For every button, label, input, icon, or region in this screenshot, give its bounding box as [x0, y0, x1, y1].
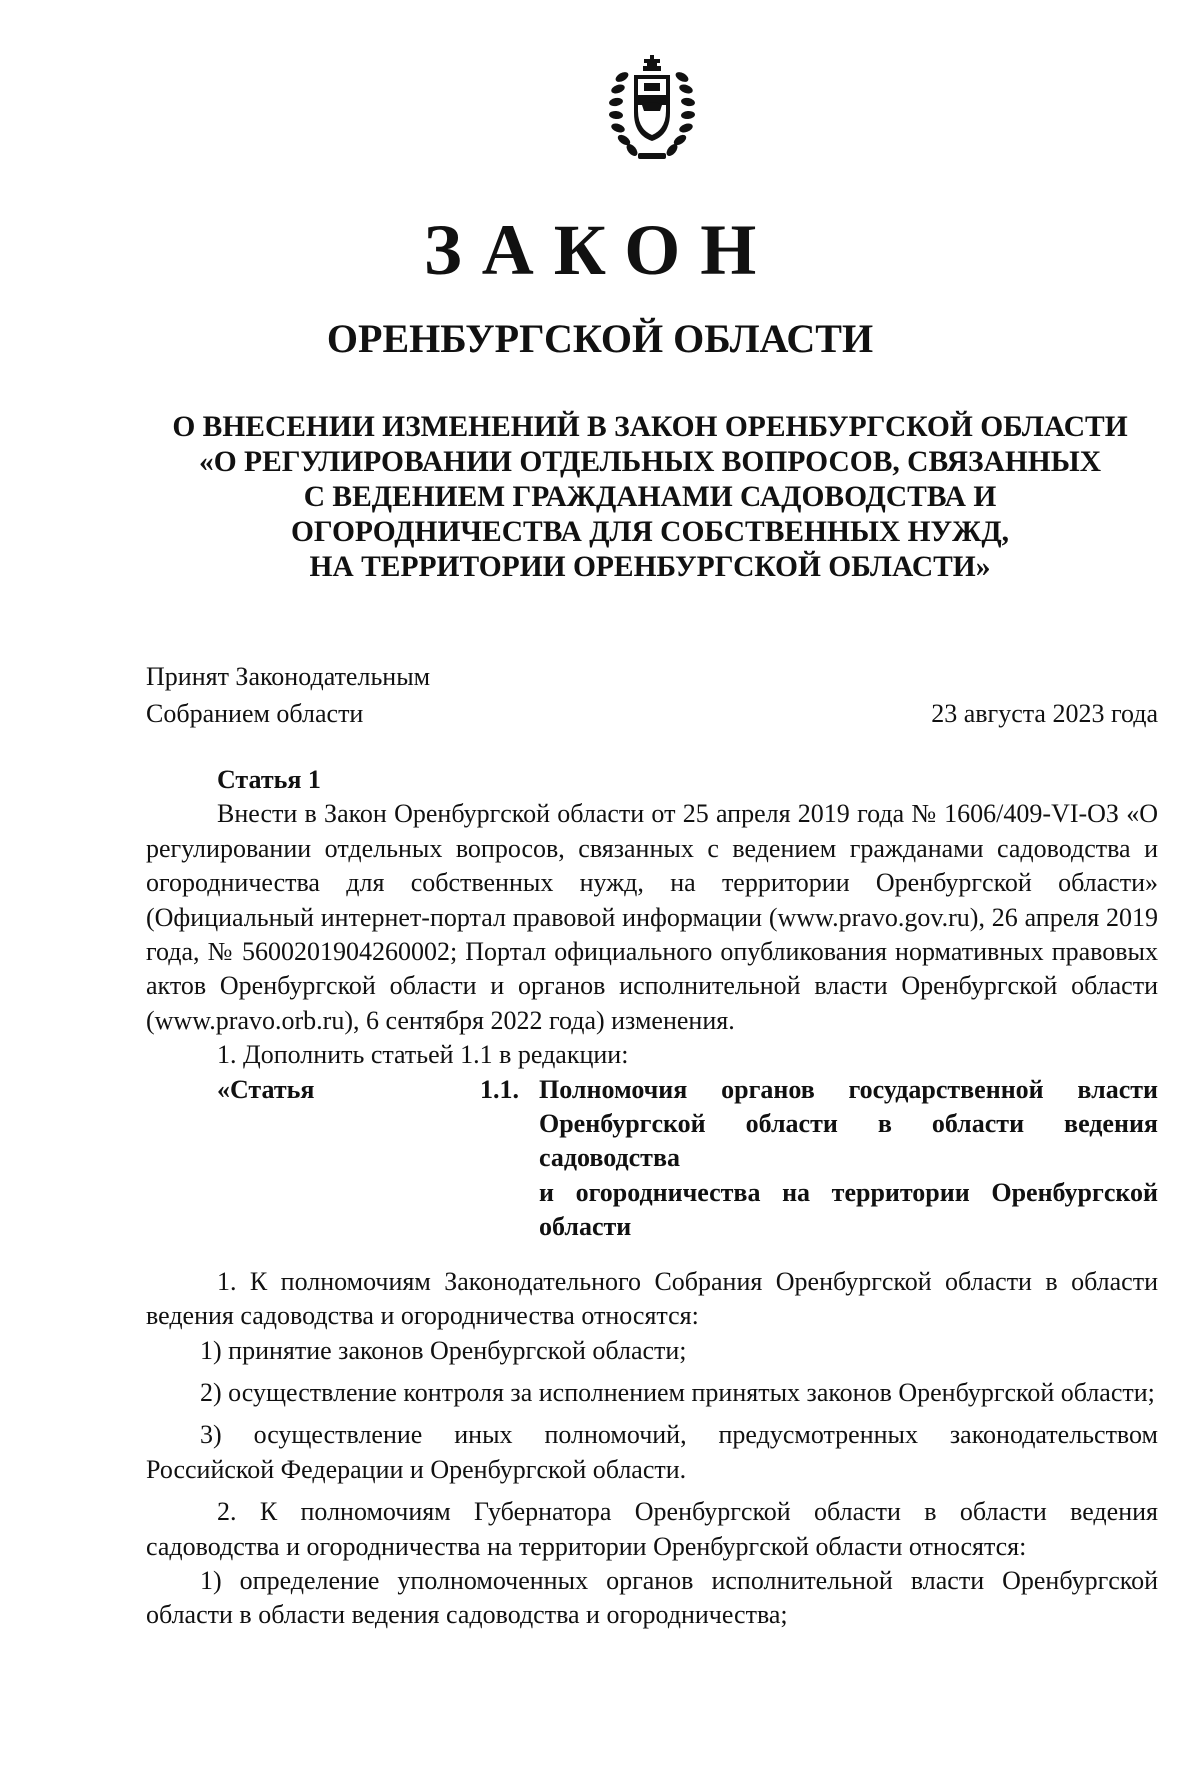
amendment-point: 1. Дополнить статьей 1.1 в редакции:: [217, 1040, 629, 1070]
bill-title-line: «О РЕГУЛИРОВАНИИ ОТДЕЛЬНЫХ ВОПРОСОВ, СВЯЗАННЫХ: [198, 446, 1102, 478]
inserted-article-title-line: Полномочия органов государственной власти: [539, 1074, 1158, 1104]
adoption-line: Собранием области: [146, 699, 364, 728]
inserted-article-label: [217, 1073, 539, 1107]
list-item: 1) определение уполномоченных органов исполнительной власти Оренбургской области в области ведения садоводства и огородничества;: [146, 1565, 1158, 1630]
adoption-line: Принят Законодательным: [146, 662, 431, 691]
bill-title-line: ОГОРОДНИЧЕСТВА ДЛЯ СОБСТВЕННЫХ НУЖД,: [290, 516, 1010, 548]
list-item: 1) принятие законов Оренбургской области;: [200, 1335, 687, 1365]
law-word: ЗАКОН: [423, 210, 777, 290]
inserted-article-heading: [217, 1073, 1158, 1245]
inserted-article-number: 1.1.: [480, 1074, 519, 1104]
inserted-article-title: [539, 1073, 1158, 1245]
inserted-article-title-line: области: [539, 1212, 632, 1242]
article-heading: Статья 1: [217, 765, 321, 794]
inserted-article-title-line: Оренбургской области в области ведения садоводства: [539, 1109, 1158, 1173]
list-item: 3) осуществление иных полномочий, предусмотренных законодательством Российской Федерации и Оренбургской области.: [146, 1420, 1158, 1484]
bill-title: [120, 410, 1180, 585]
inserted-article-word: «Статья: [217, 1074, 315, 1104]
list-item: 2) осуществление контроля за исполнением принятых законов Оренбургской области;: [200, 1377, 1155, 1407]
adoption-date: 23 августа 2023 года: [931, 699, 1158, 728]
coat-of-arms-emblem: [608, 55, 696, 161]
bill-title-line: О ВНЕСЕНИИ ИЗМЕНЕНИЙ В ЗАКОН ОРЕНБУРГСКОЙ ОБЛАСТИ: [172, 411, 1128, 443]
paragraph-1-intro: 1. К полномочиям Законодательного Собрания Оренбургской области в области ведения садоводства и огородничества относятся:: [146, 1266, 1158, 1331]
bill-title-line: С ВЕДЕНИЕМ ГРАЖДАНАМИ САДОВОДСТВА И: [303, 481, 997, 513]
adoption-note: [146, 658, 430, 732]
region-title: ОРЕНБУРГСКОЙ ОБЛАСТИ: [326, 316, 874, 361]
bill-title-line: НА ТЕРРИТОРИИ ОРЕНБУРГСКОЙ ОБЛАСТИ»: [309, 551, 991, 583]
inserted-article-title-line: и огородничества на территории Оренбургской: [539, 1177, 1158, 1207]
article-paragraph: Внести в Закон Оренбургской области от 25 апреля 2019 года № 1606/409-VI-ОЗ «О регулировании отдельных вопросов, связанных с ведением гражданами садоводства и огородничества для собственных нужд, на территории Оренбургской области» (Официальный интернет-портал правовой информации (www.pravo.gov.ru), 26 апреля 2019 года, № 5600201904260002; Портал официального опубликования нормативных правовых актов Оренбургской области и органов исполнительной власти Оренбургской области (www.pravo.orb.ru), 6 сентября 2022 года) изменения.: [146, 799, 1158, 1035]
document-body: [146, 763, 1158, 1633]
paragraph-2-intro: 2. К полномочиям Губернатора Оренбургской области в области ведения садоводства и огородничества на территории Оренбургской области относятся:: [146, 1497, 1158, 1561]
